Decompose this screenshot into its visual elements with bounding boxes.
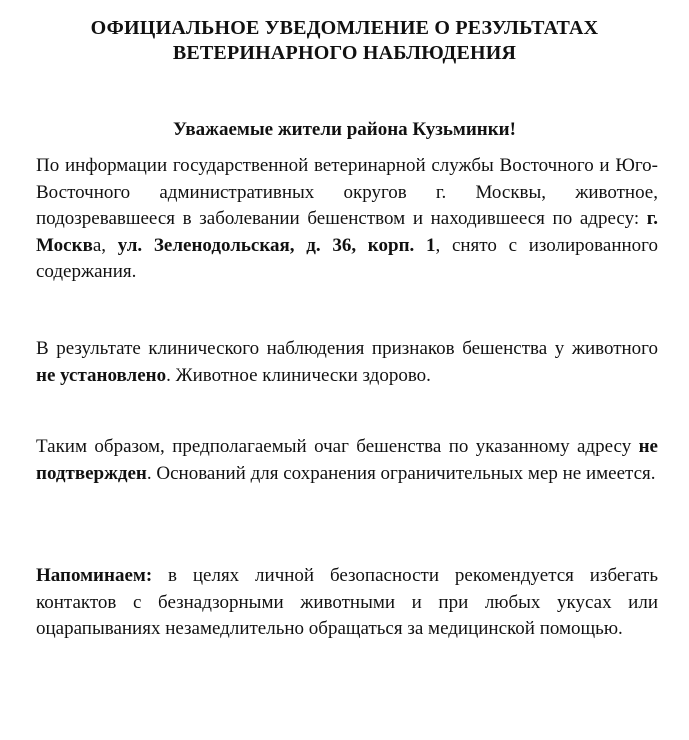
- not-established-bold: не установлено: [36, 364, 167, 386]
- not-confirmed-bold: не подтвержден: [36, 436, 658, 484]
- paragraph3-text-b: . Оснований для сохранения ограничительных мер не имеется.: [146, 462, 656, 484]
- title-line-2: ВЕТЕРИНАРНОГО НАБЛЮДЕНИЯ: [172, 42, 517, 64]
- paragraph-release-info: [36, 153, 658, 286]
- address-street-bold: ул. Зеленодольская, д. 36, корп. 1: [117, 234, 436, 256]
- reminder-label-bold: Напоминаем:: [36, 565, 153, 586]
- paragraph1-text-a: По информации государственной ветеринарной службы Восточного и Юго-Восточного административных округов г. Москвы, животное, подозревавшееся в заболевании бешенством и находившееся по адресу:: [36, 155, 658, 229]
- paragraph2-text-b: . Животное клинически здорово.: [166, 364, 431, 386]
- greeting-heading: Уважаемые жители района Кузьминки!: [173, 119, 516, 140]
- paragraph-reminder: [36, 563, 658, 643]
- paragraph1-text-b: а,: [92, 234, 118, 256]
- paragraph2-text-a: В результате клинического наблюдения признаков бешенства у животного: [36, 338, 658, 359]
- paragraph-conclusion: [36, 434, 658, 487]
- address-city-bold: г. Москв: [36, 208, 658, 256]
- title-line-1: ОФИЦИАЛЬНОЕ УВЕДОМЛЕНИЕ О РЕЗУЛЬТАТАХ: [90, 17, 599, 39]
- paragraph-observation-result: [36, 336, 658, 389]
- paragraph3-text-a: Таким образом, предполагаемый очаг бешенства по указанному адресу: [36, 436, 639, 457]
- paragraph1-text-c: , снято с изолированного содержания.: [36, 234, 658, 282]
- document-title: [20, 16, 669, 66]
- paragraph4-text-a: в целях личной безопасности рекомендуется избегать контактов с безнадзорными животными и при любых укусах или оцарапываниях незамедлительно обращаться за медицинской помощью.: [36, 565, 658, 639]
